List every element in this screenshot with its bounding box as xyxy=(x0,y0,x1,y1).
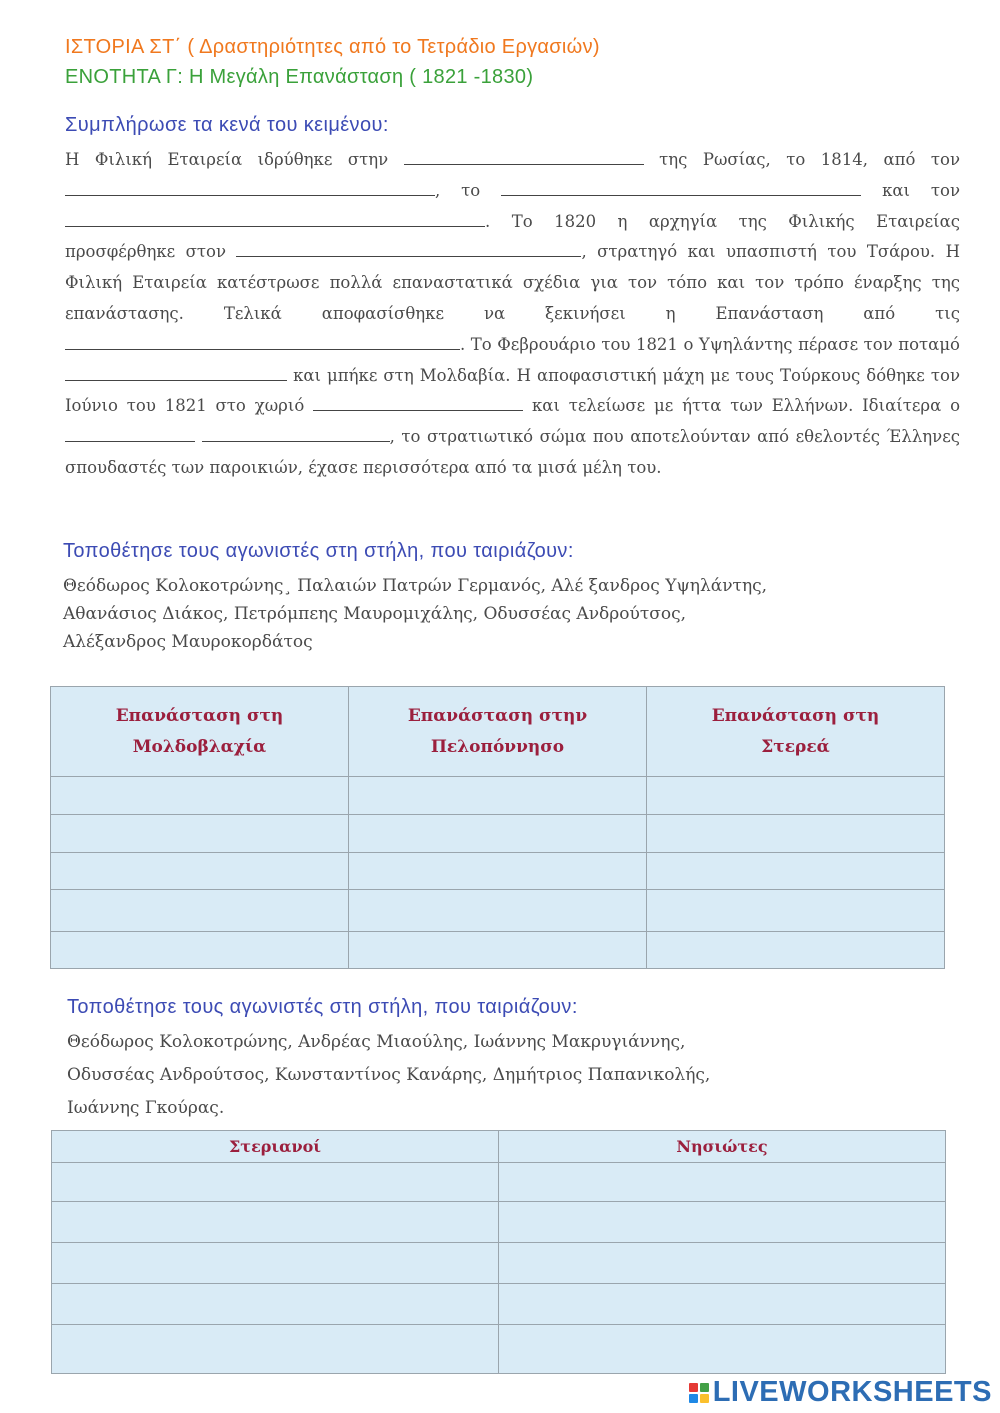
text-segment: και τον xyxy=(882,180,961,200)
land-islanders-table xyxy=(51,1130,946,1374)
column-header: Επανάσταση στη Στερεά xyxy=(647,687,945,777)
text-segment: Η Φιλική Εταιρεία ιδρύθηκε στην xyxy=(65,150,389,169)
answer-cell[interactable] xyxy=(647,932,945,969)
names-line: Ιωάννης Γκούρας. xyxy=(67,1098,225,1118)
table-row xyxy=(52,1325,946,1374)
answer-cell[interactable] xyxy=(349,932,647,969)
answer-cell[interactable] xyxy=(499,1284,946,1325)
text-segment: και τελείωσε με ήττα των Ελλήνων. Ιδιαίτερα ο xyxy=(531,396,960,416)
column-header: Νησιώτες xyxy=(499,1131,946,1163)
table-row xyxy=(52,1243,946,1284)
blank-field[interactable] xyxy=(313,398,523,411)
column-header: Στεριανοί xyxy=(52,1131,499,1163)
blank-field[interactable] xyxy=(65,429,195,442)
section2-title: Τοποθέτησε τους αγωνιστές στη στήλη, που ταιριάζουν: xyxy=(63,540,574,562)
answer-cell[interactable] xyxy=(647,853,945,890)
fighters-list-1 xyxy=(63,572,767,656)
answer-cell[interactable] xyxy=(499,1163,946,1202)
text-segment: της Ρωσίας, το 1814, από τον xyxy=(659,150,960,169)
answer-cell[interactable] xyxy=(349,815,647,853)
section1-title: Συμπλήρωσε τα κενά του κειμένου: xyxy=(65,114,389,136)
text-segment: , xyxy=(435,180,441,200)
revolution-regions-table xyxy=(50,686,945,969)
column-header: Επανάσταση στην Πελοπόννησο xyxy=(349,687,647,777)
names-line: Οδυσσέας Ανδρούτσος, Κωνσταντίνος Κανάρης, Δημήτριος Παπανικολής, xyxy=(67,1065,711,1085)
fighters-list-2 xyxy=(67,1026,710,1125)
answer-cell[interactable] xyxy=(499,1325,946,1374)
text-segment: , στρατηγό και υπασπιστή του Τσάρου. Η Φιλική Εταιρεία κατέστρωσε πολλά επαναστατικά σχέδια για τον τόπο και τον τρόπο έναρξης της επανάστασης. Τελικά αποφασίσθηκε να ξεκινήσει η Επανάσταση από τις xyxy=(65,242,961,323)
answer-cell[interactable] xyxy=(52,1243,499,1284)
table-row xyxy=(51,777,945,815)
table-row xyxy=(52,1163,946,1202)
answer-cell[interactable] xyxy=(51,777,349,815)
answer-cell[interactable] xyxy=(349,853,647,890)
table-row xyxy=(51,890,945,932)
section3-title: Τοποθέτησε τους αγωνιστές στη στήλη, που ταιριάζουν: xyxy=(67,996,578,1018)
names-line: Θεόδωρος Κολοκοτρώνης, Ανδρέας Μιαούλης, Ιωάννης Μακρυγιάννης, xyxy=(67,1032,686,1052)
blank-field[interactable] xyxy=(404,152,644,165)
blank-field[interactable] xyxy=(65,368,287,381)
answer-cell[interactable] xyxy=(51,853,349,890)
blank-field[interactable] xyxy=(65,214,485,227)
table-row xyxy=(52,1202,946,1243)
answer-cell[interactable] xyxy=(647,815,945,853)
unit-title: ΕΝΟΤΗΤΑ Γ: Η Μεγάλη Επανάσταση ( 1821 -1830) xyxy=(65,66,534,88)
answer-cell[interactable] xyxy=(52,1284,499,1325)
names-line: Αθανάσιος Διάκος, Πετρόμπεης Μαυρομιχάλης, Οδυσσέας Ανδρούτσος, xyxy=(63,604,686,624)
table-row xyxy=(51,932,945,969)
logo-text: LIVEWORKSHEETS xyxy=(712,1376,992,1408)
answer-cell[interactable] xyxy=(52,1202,499,1243)
answer-cell[interactable] xyxy=(349,777,647,815)
text-segment: , το στρατιωτικό σώμα που αποτελούνταν από εθελοντές Έλληνες σπουδαστές των παροικιών, έχασε περισσότερα από τα μισά μέλη του. xyxy=(65,427,960,477)
text-segment: . Το Φεβρουάριο του 1821 ο Υψηλάντης πέρασε τον ποταμό xyxy=(460,334,960,354)
table-row xyxy=(51,815,945,853)
logo-icon xyxy=(689,1383,709,1403)
blank-field[interactable] xyxy=(202,429,390,442)
answer-cell[interactable] xyxy=(52,1325,499,1374)
liveworksheets-logo xyxy=(689,1376,992,1409)
column-header: Επανάσταση στη Μολδοβλαχία xyxy=(51,687,349,777)
text-segment: . Το 1820 η αρχηγία της Φιλικής Εταιρείας προσφέρθηκε στον xyxy=(65,211,960,262)
names-line: Θεόδωρος Κολοκοτρώνης¸ Παλαιών Πατρών Γερμανός, Αλέ ξανδρος Υψηλάντης, xyxy=(63,576,768,596)
answer-cell[interactable] xyxy=(647,777,945,815)
table-row xyxy=(52,1284,946,1325)
text-segment: το xyxy=(461,180,481,200)
blank-field[interactable] xyxy=(236,244,581,257)
answer-cell[interactable] xyxy=(647,890,945,932)
worksheet-title: ΙΣΤΟΡΙΑ ΣΤ΄ ( Δραστηριότητες από το Τετράδιο Εργασιών) xyxy=(65,36,600,58)
answer-cell[interactable] xyxy=(51,890,349,932)
answer-cell[interactable] xyxy=(349,890,647,932)
table-row xyxy=(51,853,945,890)
answer-cell[interactable] xyxy=(51,932,349,969)
blank-field[interactable] xyxy=(65,183,435,196)
names-line: Αλέξανδρος Μαυροκορδάτος xyxy=(63,632,313,652)
answer-cell[interactable] xyxy=(51,815,349,853)
fill-in-paragraph xyxy=(65,145,960,484)
answer-cell[interactable] xyxy=(499,1202,946,1243)
blank-field[interactable] xyxy=(65,337,460,350)
answer-cell[interactable] xyxy=(52,1163,499,1202)
text-segment: και μπήκε στη Μολδαβία. Η αποφασιστική μάχη με τους Τούρκους δόθηκε τον Ιούνιο του 1821 στο χωριό xyxy=(65,365,960,416)
blank-field[interactable] xyxy=(501,183,861,196)
answer-cell[interactable] xyxy=(499,1243,946,1284)
